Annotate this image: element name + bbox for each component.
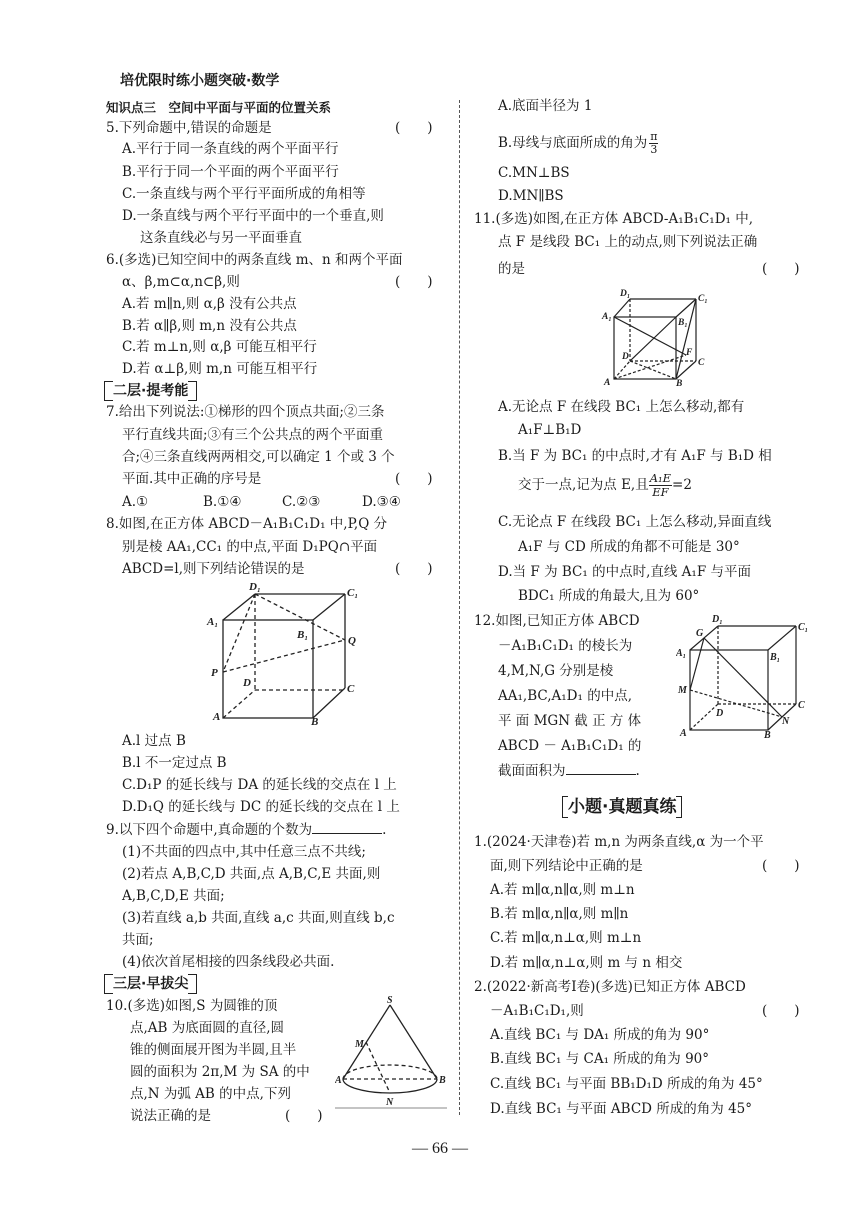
r2-option-c: C.直线 BC₁ 与平面 BB₁D₁D 所成的角为 45° xyxy=(490,1076,763,1092)
r2-paren: ( ) xyxy=(762,1003,800,1019)
q5-option-a: A.平行于同一条直线的两个平面平行 xyxy=(122,141,339,157)
q12-label-b: B xyxy=(764,730,771,741)
q9-stem-text: 9.以下四个命题中,真命题的个数为 xyxy=(106,822,313,838)
r2-option-a: A.直线 BC₁ 与 DA₁ 所成的角为 90° xyxy=(490,1027,710,1043)
q10-label-n: N xyxy=(386,1097,394,1108)
q11-stem-3: 的是 xyxy=(498,261,525,277)
q11-cube-figure xyxy=(600,285,712,387)
q11-option-b-frac-tail: =2 xyxy=(672,477,692,493)
q10-option-b-frac-den: 3 xyxy=(650,143,658,156)
section-level-2 xyxy=(104,380,197,401)
q11-option-b: B.当 F 为 BC₁ 的中点时,才有 A₁F 与 B₁D 相 xyxy=(498,448,772,464)
q11-label-c1: C₁ xyxy=(698,294,708,304)
q12-label-m: M xyxy=(678,685,687,696)
q12-label-b1: B₁ xyxy=(770,652,781,663)
q12-label-c: C xyxy=(798,700,805,711)
r1-option-b: B.若 m∥α,n∥α,则 m∥n xyxy=(490,906,629,922)
q11-option-d-cont: BDC₁ 所成的角最大,且为 60° xyxy=(518,588,700,604)
q9-statement-1: (1)不共面的四点中,其中任意三点不共线; xyxy=(122,844,366,860)
q8-option-c: C.D₁P 的延长线与 DA 的延长线的交点在 l 上 xyxy=(122,777,397,793)
q6-option-c: C.若 m⊥n,则 α,β 可能互相平行 xyxy=(122,339,317,355)
r1-option-d: D.若 m∥α,n⊥α,则 m 与 n 相交 xyxy=(490,955,683,971)
q12-cube-figure xyxy=(676,612,816,742)
q10-stem-6: 说法正确的是 xyxy=(130,1108,211,1124)
q7-option-b: B.①④ xyxy=(203,494,242,510)
q11-label-b1: B₁ xyxy=(678,318,688,328)
q11-option-c: C.无论点 F 在线段 BC₁ 上怎么移动,异面直线 xyxy=(498,514,772,530)
q12-label-n: N xyxy=(782,716,790,727)
r1-paren: ( ) xyxy=(762,858,800,874)
q9-answer-blank[interactable] xyxy=(312,833,382,834)
q10-option-a: A.底面半径为 1 xyxy=(498,98,593,114)
q12-label-a1: A₁ xyxy=(676,648,687,659)
q11-option-b-frac-den: EF xyxy=(652,485,669,499)
q8-stem: 8.如图,在正方体 ABCD－A₁B₁C₁D₁ 中,P,Q 分 xyxy=(106,516,388,532)
q8-option-d: D.D₁Q 的延长线与 DC 的延长线的交点在 l 上 xyxy=(122,799,400,815)
q9-statement-2: (2)若点 A,B,C,D 共面,点 A,B,C,E 共面,则 xyxy=(122,866,381,882)
q5-option-d-cont: 这条直线必与另一平面垂直 xyxy=(140,230,302,246)
r2-option-d: D.直线 BC₁ 与平面 ABCD 所成的角为 45° xyxy=(490,1101,753,1117)
q8-stem-3: ABCD=l,则下列结论错误的是 xyxy=(122,561,305,577)
q10-cone-figure xyxy=(335,995,450,1115)
q6-stem: 6.(多选)已知空间中的两条直线 m、n 和两个平面 xyxy=(106,252,403,268)
q12-stem: 12.如图,已知正方体 ABCD xyxy=(474,613,640,629)
page-header-title: 培优限时练小题突破·数学 xyxy=(120,73,280,89)
q9-stem: 9.以下四个命题中,真命题的个数为 . xyxy=(106,822,387,838)
column-divider xyxy=(459,100,460,1115)
r1-option-a: A.若 m∥α,n∥α,则 m⊥n xyxy=(490,882,635,898)
r1-option-c: C.若 m∥α,n⊥α,则 m⊥n xyxy=(490,930,642,946)
q11-paren: ( ) xyxy=(762,261,800,277)
q10-stem: 10.(多选)如图,S 为圆锥的顶 xyxy=(106,998,278,1014)
section-real-exams-label: 小题·真题真练 xyxy=(568,797,677,817)
section-level-3-label: 三层·早拔尖 xyxy=(113,976,189,992)
q12-label-d: D xyxy=(716,708,724,719)
q8-label-b1: B₁ xyxy=(297,629,309,641)
r2-stem-2: －A₁B₁C₁D₁,则 xyxy=(490,1003,584,1019)
q8-label-q: Q xyxy=(348,635,356,647)
q8-label-p: P xyxy=(211,667,218,679)
q8-label-a: A xyxy=(213,711,221,723)
q11-option-a: A.无论点 F 在线段 BC₁ 上怎么移动,都有 xyxy=(498,399,745,415)
q8-stem-2: 别是棱 AA₁,CC₁ 的中点,平面 D₁PQ∩平面 xyxy=(122,539,378,555)
q12-stem-4: AA₁,BC,A₁D₁ 的中点, xyxy=(498,688,632,704)
q8-label-d: D xyxy=(243,677,251,689)
q6-option-b: B.若 α∥β,则 m,n 没有公共点 xyxy=(122,318,297,334)
q11-stem-2: 点 F 是线段 BC₁ 上的动点,则下列说法正确 xyxy=(498,234,758,250)
q8-label-b: B xyxy=(311,716,319,725)
q10-option-b-frac-num: π xyxy=(650,130,658,143)
q12-answer-blank[interactable] xyxy=(566,774,636,775)
q6-option-d: D.若 α⊥β,则 m,n 可能互相平行 xyxy=(122,361,318,377)
q11-stem: 11.(多选)如图,在正方体 ABCD-A₁B₁C₁D₁ 中, xyxy=(474,211,754,227)
q11-option-d: D.当 F 为 BC₁ 的中点时,直线 A₁F 与平面 xyxy=(498,564,751,580)
q7-stem-3: 合;④三条直线两两相交,可以确定 1 个或 3 个 xyxy=(122,449,395,465)
r1-stem: 1.(2024·天津卷)若 m,n 为两条直线,α 为一个平 xyxy=(474,834,764,850)
q6-option-a: A.若 m∥n,则 α,β 没有公共点 xyxy=(122,296,297,312)
section-real-exams xyxy=(562,792,682,818)
q8-option-b: B.l 不一定过点 B xyxy=(122,755,227,771)
q10-stem-3: 锥的侧面展开图为半圆,且半 xyxy=(130,1042,297,1058)
q7-paren: ( ) xyxy=(395,471,433,487)
q11-option-a-cont: A₁F⊥B₁D xyxy=(518,422,582,438)
q8-label-c1: C₁ xyxy=(347,587,359,599)
q5-paren: ( ) xyxy=(395,120,433,136)
r2-stem: 2.(2022·新高考Ⅰ卷)(多选)已知正方体 ABCD xyxy=(474,979,746,995)
q5-option-d: D.一条直线与两个平行平面中的一个垂直,则 xyxy=(122,208,384,224)
r1-stem-2: 面,则下列结论中正确的是 xyxy=(490,858,643,874)
q8-label-a1: A₁ xyxy=(207,616,219,628)
q9-statement-4: (4)依次首尾相接的四条线段必共面. xyxy=(122,954,335,970)
q11-label-c: C xyxy=(698,358,705,368)
q12-stem-7: 截面面积为 . xyxy=(498,763,640,779)
q8-label-d1: D₁ xyxy=(249,581,261,593)
q11-label-a1: A₁ xyxy=(602,312,612,322)
q10-option-c: C.MN⊥BS xyxy=(498,165,570,181)
q5-stem: 5.下列命题中,错误的命题是 xyxy=(106,120,272,136)
q10-option-b-text: B.母线与底面所成的角为 xyxy=(498,135,648,151)
q11-label-f: F xyxy=(686,348,693,358)
q8-paren: ( ) xyxy=(395,561,433,577)
q12-stem-7-text: 截面面积为 xyxy=(498,763,566,779)
q12-label-a: A xyxy=(680,728,687,739)
q6-paren: ( ) xyxy=(395,274,433,290)
q10-label-s: S xyxy=(387,995,393,1006)
q7-option-d: D.③④ xyxy=(362,494,401,510)
page-number: — 66 — xyxy=(412,1140,468,1157)
r2-option-b: B.直线 BC₁ 与 CA₁ 所成的角为 90° xyxy=(490,1051,709,1067)
q12-label-g: G xyxy=(696,628,704,639)
q8-option-a: A.l 过点 B xyxy=(122,733,186,749)
q10-label-b: B xyxy=(439,1075,446,1086)
q9-statement-3-cont: 共面; xyxy=(122,932,154,948)
q10-stem-4: 圆的面积为 2π,M 为 SA 的中 xyxy=(130,1064,310,1080)
q12-label-d1: D₁ xyxy=(712,614,723,625)
q8-cube-figure xyxy=(205,580,375,725)
q9-statement-3: (3)若直线 a,b 共面,直线 a,c 共面,则直线 b,c xyxy=(122,910,395,926)
q7-stem-4: 平面.其中正确的序号是 xyxy=(122,471,262,487)
q7-stem-2: 平行直线共面;③有三个公共点的两个平面重 xyxy=(122,427,384,443)
q12-label-c1: C₁ xyxy=(798,622,809,633)
q12-stem-5: 平 面 MGN 截 正 方 体 xyxy=(498,713,642,729)
q5-option-c: C.一条直线与两个平行平面所成的角相等 xyxy=(122,186,366,202)
q10-option-d: D.MN∥BS xyxy=(498,188,564,204)
q7-stem: 7.给出下列说法:①梯形的四个顶点共面;②三条 xyxy=(106,404,385,420)
q7-option-a: A.① xyxy=(122,494,149,510)
q12-stem-6: ABCD － A₁B₁C₁D₁ 的 xyxy=(498,738,642,754)
q12-stem-3: 4,M,N,G 分别是棱 xyxy=(498,663,614,679)
q10-option-b xyxy=(498,131,658,156)
q5-option-b: B.平行于同一个平面的两个平面平行 xyxy=(122,164,339,180)
q10-label-m: M xyxy=(355,1039,364,1050)
q11-option-b-frac-num: A₁E xyxy=(649,471,672,485)
section-level-2-label: 二层·提考能 xyxy=(113,383,189,399)
q10-label-a: A xyxy=(335,1075,342,1086)
q7-option-c: C.②③ xyxy=(282,494,321,510)
q11-label-a: A xyxy=(604,378,611,387)
q6-stem-cont: α、β,m⊂α,n⊂β,则 xyxy=(122,274,240,290)
q11-label-d: D xyxy=(622,352,629,362)
q11-option-b-cont-text: 交于一点,记为点 E,且 xyxy=(518,477,649,493)
section-level-3 xyxy=(104,973,197,994)
q8-label-c: C xyxy=(347,683,355,695)
q9-statement-2-cont: A,B,C,D,E 共面; xyxy=(122,888,225,904)
q11-option-b-cont xyxy=(518,472,692,499)
q10-stem-2: 点,AB 为底面圆的直径,圆 xyxy=(130,1020,285,1036)
q10-stem-5: 点,N 为弧 AB 的中点,下列 xyxy=(130,1086,291,1102)
q11-option-c-cont: A₁F 与 CD 所成的角都不可能是 30° xyxy=(518,539,740,555)
q11-label-d1: D₁ xyxy=(620,289,631,299)
knowledge-point-3: 知识点三 空间中平面与平面的位置关系 xyxy=(106,100,332,115)
q12-stem-2: －A₁B₁C₁D₁ 的棱长为 xyxy=(498,638,633,654)
q11-label-b: B xyxy=(676,379,683,387)
q10-paren: ( ) xyxy=(285,1108,323,1124)
